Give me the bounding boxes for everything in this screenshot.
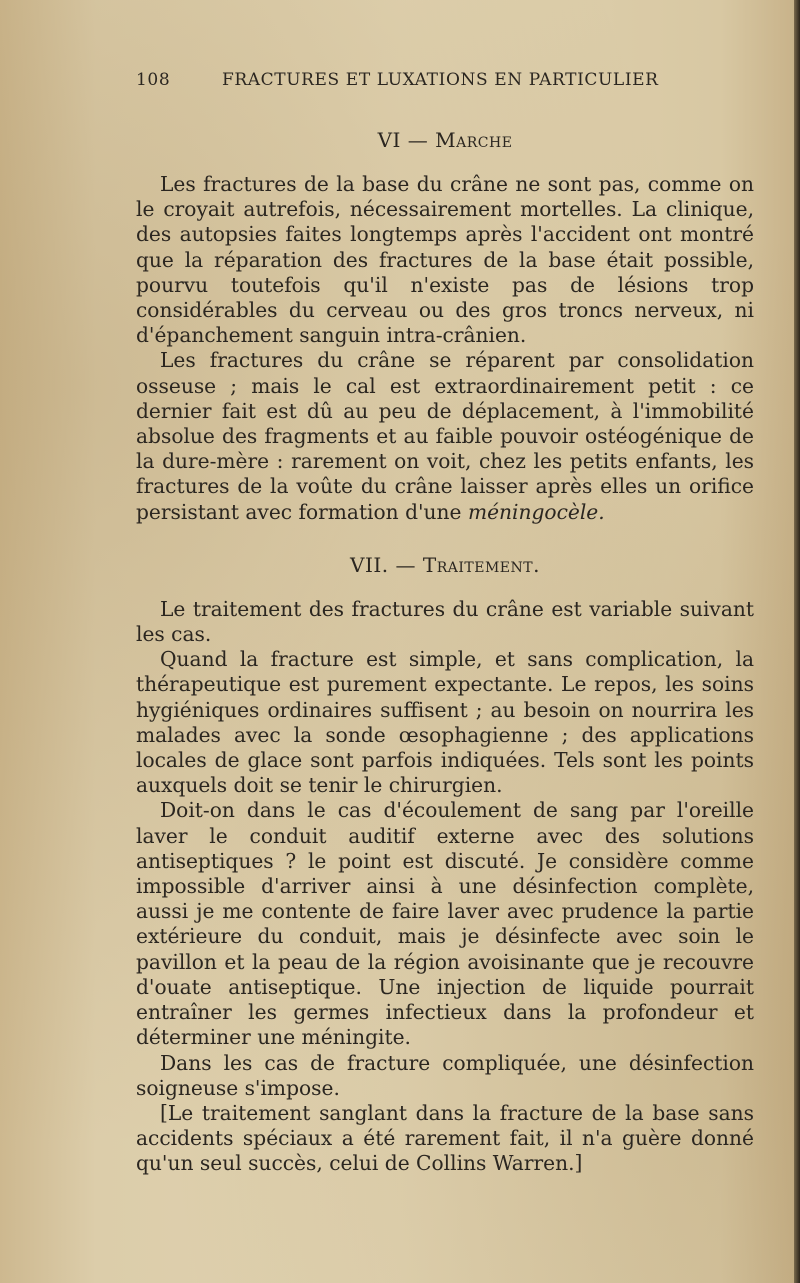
paragraph (136, 348, 754, 524)
section-heading-marche: VI — Marche (377, 128, 513, 152)
paragraph: Les fractures de la base du crâne ne sont pas, comme on le croyait autrefois, nécessairement mortelles. La clinique, des autopsies faites longtemps après l'accident ont montré que la réparation des fractures de la base était possible, pourvu toutefois qu'il n'existe pas de lésions trop considérables du cerveau ou des gros troncs nerveux, ni d'épanchement sanguin intra-crânien. (136, 172, 754, 348)
paragraph: Doit-on dans le cas d'écoulement de sang par l'oreille laver le conduit auditif externe avec des solutions antiseptiques ? le point est discuté. Je considère comme impossible d'arriver ainsi à une désinfection complète, aussi je me contente de faire laver avec prudence la partie extérieure du conduit, mais je désinfecte avec soin le pavillon et la peau de la région avoisinante que je recouvre d'ouate antiseptique. Une injection de liquide pourrait entraîner les germes infectieux dans la profondeur et déterminer une méningite. (136, 798, 754, 1050)
running-header (136, 70, 754, 90)
paragraph: Le traitement des fractures du crâne est variable suivant les cas. (136, 596, 754, 647)
paragraph: Quand la fracture est simple, et sans complication, la thérapeutique est purement expectante. Le repos, les soins hygiéniques ordinaires suffisent ; au besoin on nourrira les malades avec la sonde œsophagienne ; des applications locales de glace sont parfois indiquées. Tels sont les points auxquels doit se tenir le chirurgien. (136, 647, 754, 798)
page-number: 108 (136, 70, 171, 90)
book-page (136, 70, 754, 1177)
italic-term: méningocèle. (467, 499, 605, 524)
section-heading-traitement: VII. — Traitement. (350, 552, 540, 577)
paragraph: Dans les cas de fracture compliquée, une désinfection soigneuse s'impose. (136, 1050, 754, 1100)
paragraph-text: Les fractures du crâne se réparent par consolidation osseuse ; mais le cal est extraordinairement petit : ce dernier fait est dû au peu de déplacement, à l'immobilité absolue des fragments et au faible pouvoir ostéogénique de la dure-mère : rarement on voit, chez les petits enfants, les fractures de la voûte du crâne laisser après elles un orifice persistant avec formation d'une (136, 348, 754, 524)
page-edge-shadow (794, 0, 800, 1283)
paragraph: [Le traitement sanglant dans la fracture de la base sans accidents spéciaux a été rarement fait, il n'a guère donné qu'un seul succès, celui de Collins Warren.] (136, 1100, 754, 1176)
running-title: FRACTURES ET LUXATIONS EN PARTICULIER (222, 70, 659, 90)
